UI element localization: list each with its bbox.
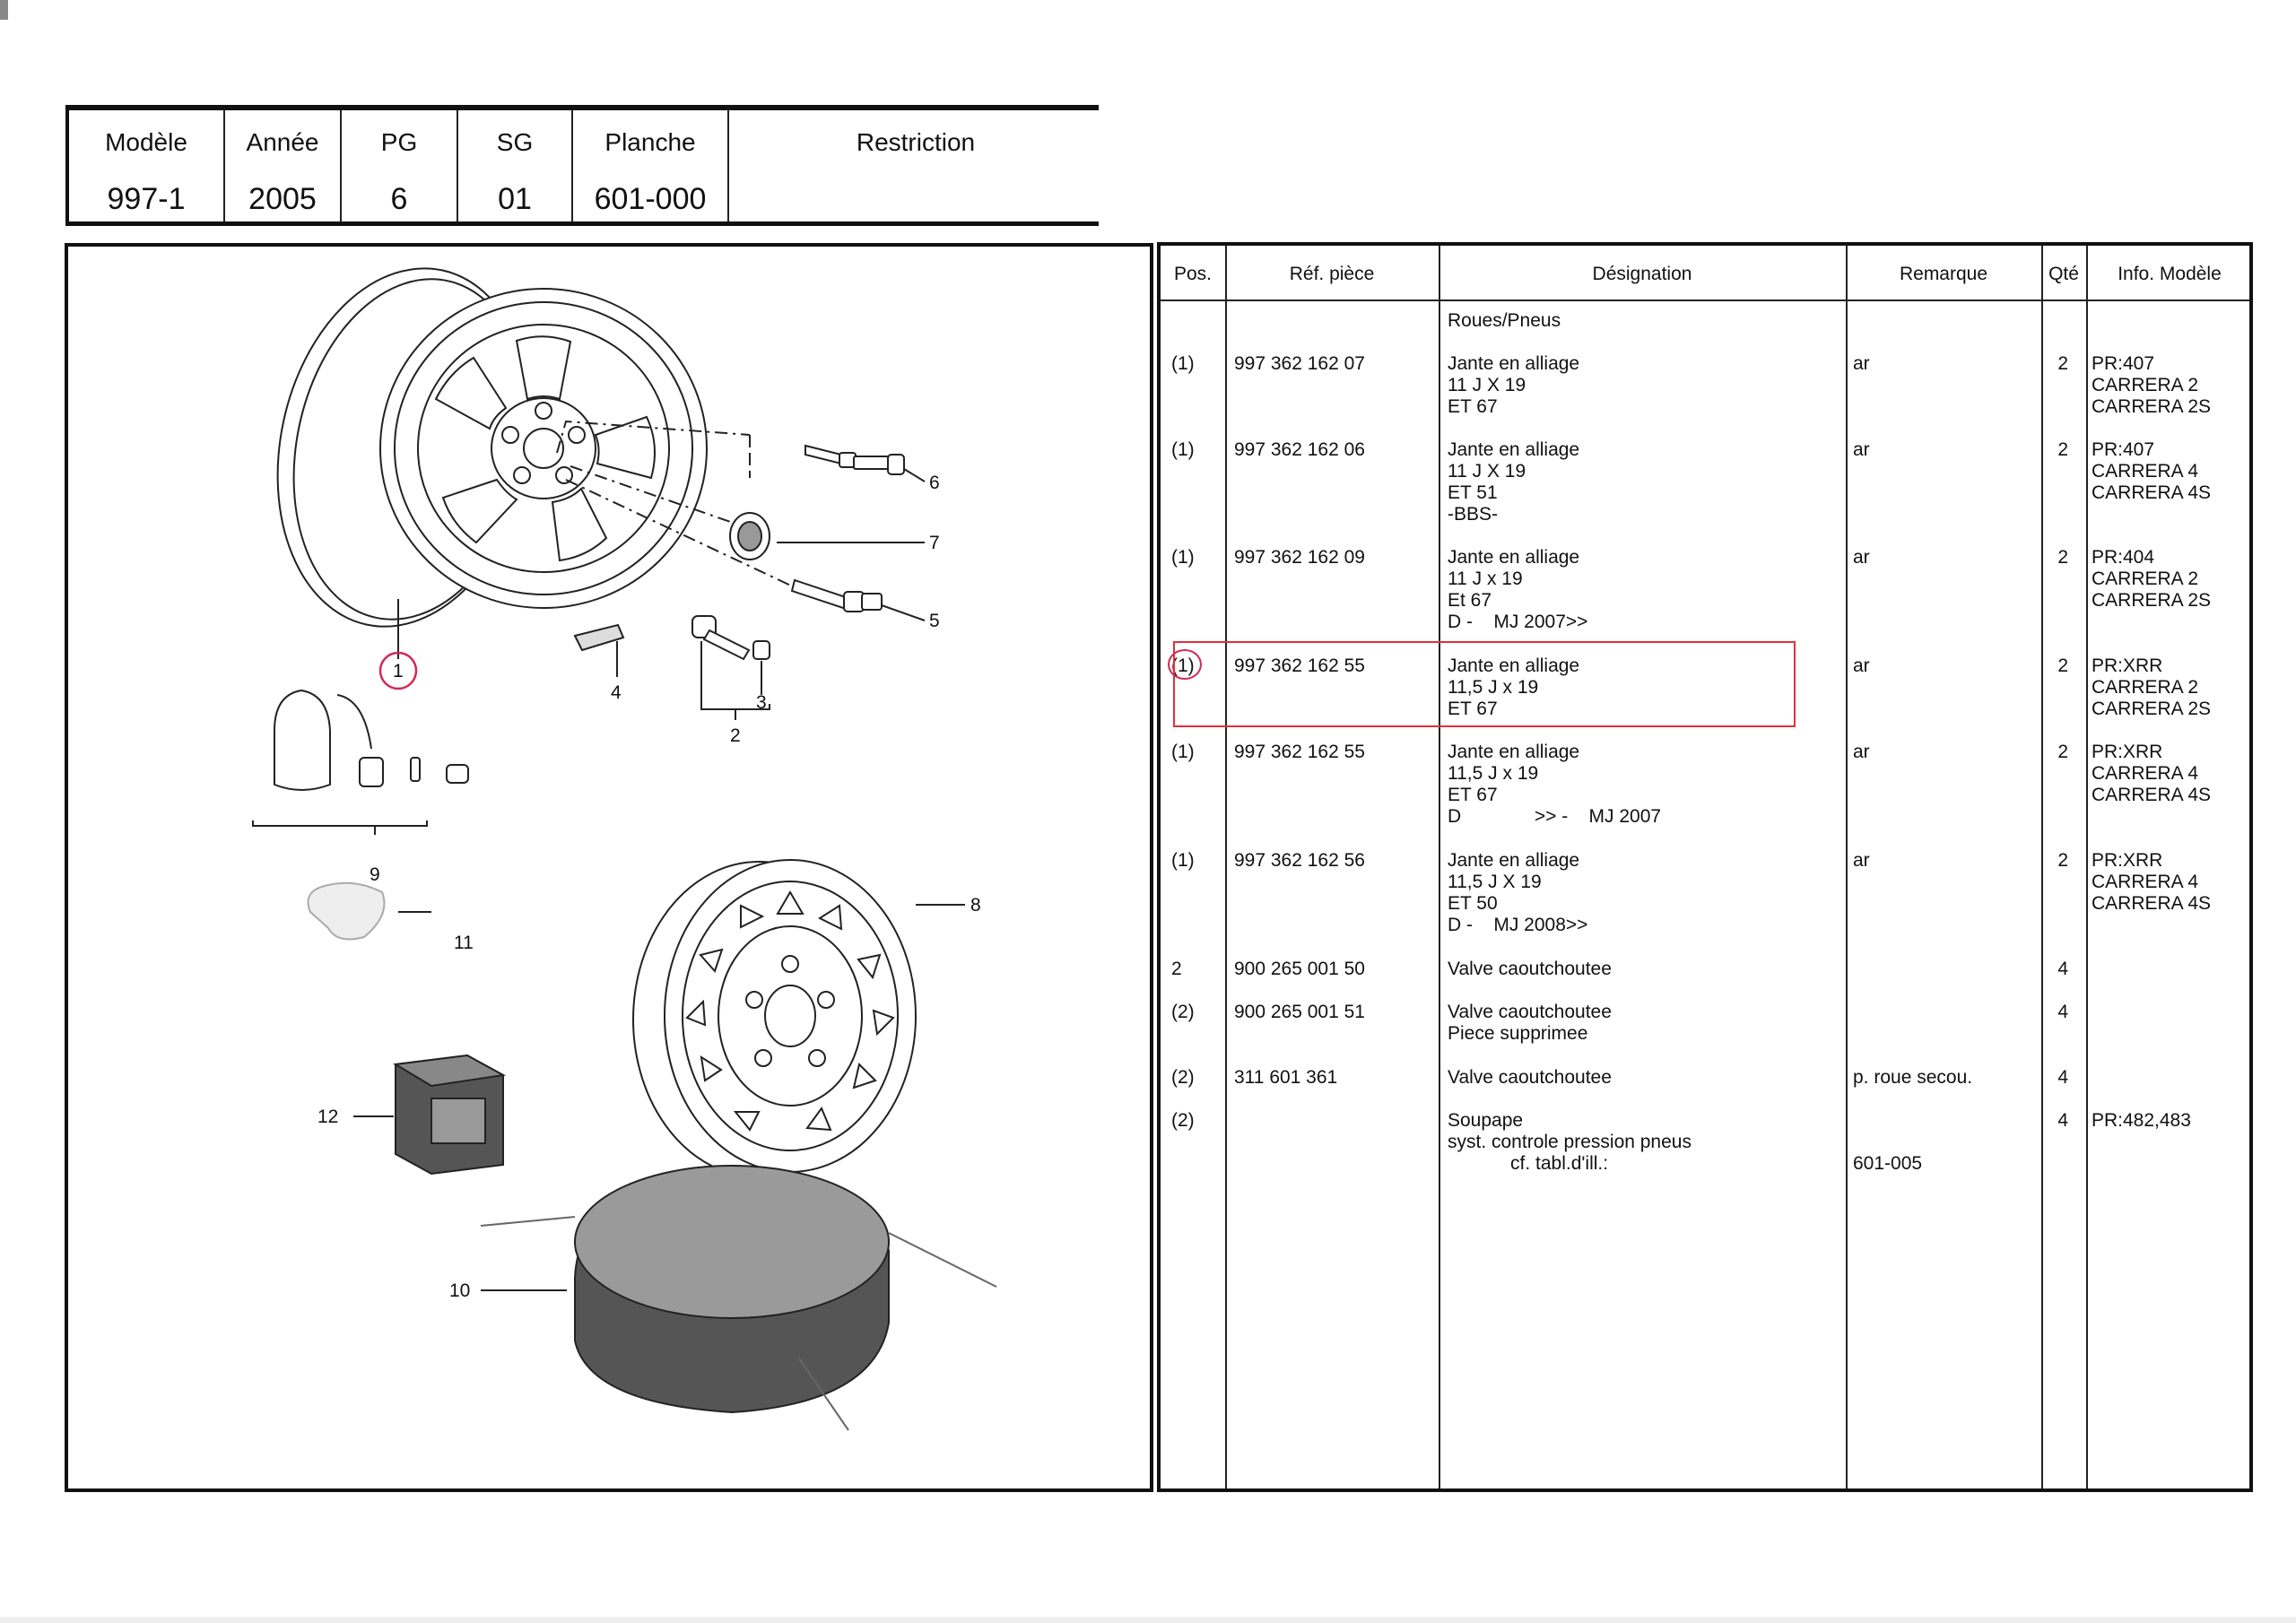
row-designation: Valve caoutchoutee	[1448, 1067, 1612, 1088]
scan-bottom-edge	[0, 1617, 2296, 1623]
row-remarque: ar	[1853, 850, 1870, 871]
header-planche-label: Planche	[604, 128, 696, 156]
col-header-pos: Pos.	[1173, 264, 1213, 284]
row-remarque: ar	[1853, 353, 1870, 374]
row-pos: (1)	[1171, 547, 1195, 568]
row-qte: 4	[2057, 1067, 2068, 1088]
compressor-drawing	[353, 1055, 503, 1174]
row-ref: 900 265 001 50	[1234, 959, 1365, 979]
row-qte: 4	[2057, 1110, 2068, 1131]
callout-9: 9	[370, 864, 380, 885]
row-info: PR:407 CARRERA 2 CARRERA 2S	[2092, 353, 2212, 417]
exploded-view-drawing	[68, 247, 1150, 1488]
highlight-box	[1173, 641, 1796, 727]
row-remarque: ar	[1853, 547, 1870, 568]
row-qte: 2	[2057, 655, 2068, 676]
col-divider	[2086, 246, 2088, 1488]
col-header-info: Info. Modèle	[2118, 264, 2222, 284]
row-qte: 4	[2057, 959, 2068, 979]
row-info: PR:XRR CARRERA 4 CARRERA 4S	[2092, 850, 2212, 914]
callout-3: 3	[756, 692, 767, 713]
header-restriction	[729, 110, 1102, 221]
row-info: PR:482,483	[2092, 1110, 2191, 1131]
inflation-kit-drawing	[253, 690, 468, 835]
row-remarque: 601-005	[1853, 1153, 1923, 1174]
row-ref: 997 362 162 09	[1234, 547, 1365, 568]
parts-illustration	[65, 243, 1153, 1492]
row-designation: Jante en alliage 11 J x 19 Et 67 D - MJ 2007>>	[1448, 547, 1588, 632]
row-ref: 997 362 162 55	[1234, 655, 1365, 676]
row-designation: Jante en alliage 11 J X 19 ET 51 -BBS-	[1448, 439, 1580, 525]
row-qte: 2	[2057, 850, 2068, 871]
row-qte: 4	[2057, 1002, 2068, 1022]
callout-6: 6	[929, 473, 940, 493]
row-designation: Valve caoutchoutee Piece supprimee	[1448, 1002, 1612, 1044]
row-designation: Jante en alliage 11,5 J X 19 ET 50 D - MJ 2008>>	[1448, 850, 1588, 935]
scan-corner-mark	[0, 0, 8, 20]
header-rule	[1161, 299, 2249, 301]
row-info: PR:404 CARRERA 2 CARRERA 2S	[2092, 547, 2212, 611]
row-ref: 997 362 162 07	[1234, 353, 1365, 374]
row-pos: (2)	[1171, 1002, 1195, 1022]
row-pos: (1)	[1171, 353, 1195, 374]
row-pos: (2)	[1171, 1067, 1195, 1088]
col-divider	[1439, 246, 1440, 1488]
col-header-remarque: Remarque	[1899, 264, 1988, 284]
row-remarque: ar	[1853, 439, 1870, 460]
header-annee	[225, 110, 342, 221]
col-divider	[1225, 246, 1227, 1488]
pen-circle-pos	[1168, 649, 1202, 680]
col-header-qte: Qté	[2048, 264, 2079, 284]
col-header-designation: Désignation	[1592, 264, 1692, 284]
row-designation: Soupape syst. controle pression pneus cf. tabl.d'ill.:	[1448, 1110, 1692, 1174]
gloves-drawing	[309, 883, 385, 940]
row-pos: 2	[1171, 959, 1182, 979]
header-restriction-label: Restriction	[856, 128, 976, 156]
row-ref: 900 265 001 51	[1234, 1002, 1365, 1022]
header-modele-label: Modèle	[105, 128, 187, 156]
callout-8: 8	[970, 895, 981, 916]
row-designation: Jante en alliage 11 J X 19 ET 67	[1448, 353, 1580, 417]
row-qte: 2	[2057, 439, 2068, 460]
callout-5: 5	[929, 611, 940, 631]
header-sg-label: SG	[496, 128, 534, 156]
row-info: PR:407 CARRERA 4 CARRERA 4S	[2092, 439, 2212, 503]
row-qte: 2	[2057, 353, 2068, 374]
callout-4: 4	[611, 682, 622, 703]
header-modele-value: 997-1	[107, 182, 186, 216]
col-divider	[1846, 246, 1848, 1488]
header-sg-value: 01	[498, 182, 532, 216]
header-pg-value: 6	[390, 182, 408, 216]
row-ref: 311 601 361	[1234, 1067, 1338, 1088]
spare-wheel-drawing	[633, 860, 965, 1177]
callout-7: 7	[929, 533, 940, 553]
row-pos: (1)	[1171, 439, 1195, 460]
callout-2: 2	[730, 725, 741, 746]
header-pg-label: PG	[380, 128, 418, 156]
spare-wheel-bag-drawing	[481, 1166, 996, 1430]
header-pg	[342, 110, 458, 221]
row-ref: 997 362 162 55	[1234, 742, 1365, 762]
header-table	[65, 105, 1099, 226]
header-sg	[458, 110, 573, 221]
row-ref: 997 362 162 56	[1234, 850, 1365, 871]
row-remarque: ar	[1853, 742, 1870, 762]
row-qte: 2	[2057, 547, 2068, 568]
row-designation: Jante en alliage 11,5 J x 19 ET 67 D >> - MJ 2007	[1448, 742, 1662, 827]
row-remarque: p. roue secou.	[1853, 1067, 1973, 1088]
row-pos: (1)	[1171, 742, 1195, 762]
callout-10: 10	[449, 1280, 471, 1301]
row-designation: Jante en alliage 11,5 J x 19 ET 67	[1448, 655, 1580, 719]
alloy-wheel-drawing	[246, 247, 707, 650]
row-info: PR:XRR CARRERA 2 CARRERA 2S	[2092, 655, 2212, 719]
balance-weight-drawing	[575, 625, 623, 650]
row-qte: 2	[2057, 742, 2068, 762]
header-planche	[573, 110, 729, 221]
section-title: Roues/Pneus	[1448, 310, 1561, 331]
row-pos: (1)	[1171, 655, 1195, 676]
callout-1: 1	[393, 661, 404, 681]
callout-12: 12	[317, 1107, 339, 1127]
row-pos: (1)	[1171, 850, 1195, 871]
row-designation: Valve caoutchoutee	[1448, 959, 1612, 979]
row-remarque: ar	[1853, 655, 1870, 676]
row-ref: 997 362 162 06	[1234, 439, 1365, 460]
header-annee-label: Année	[246, 128, 319, 156]
header-modele	[69, 110, 225, 221]
header-annee-value: 2005	[248, 182, 317, 216]
col-header-ref: Réf. pièce	[1289, 264, 1375, 284]
row-info: PR:XRR CARRERA 4 CARRERA 4S	[2092, 742, 2212, 805]
row-pos: (2)	[1171, 1110, 1195, 1131]
header-planche-value: 601-000	[594, 182, 707, 216]
callout-11: 11	[454, 933, 474, 953]
parts-table	[1157, 242, 2253, 1492]
